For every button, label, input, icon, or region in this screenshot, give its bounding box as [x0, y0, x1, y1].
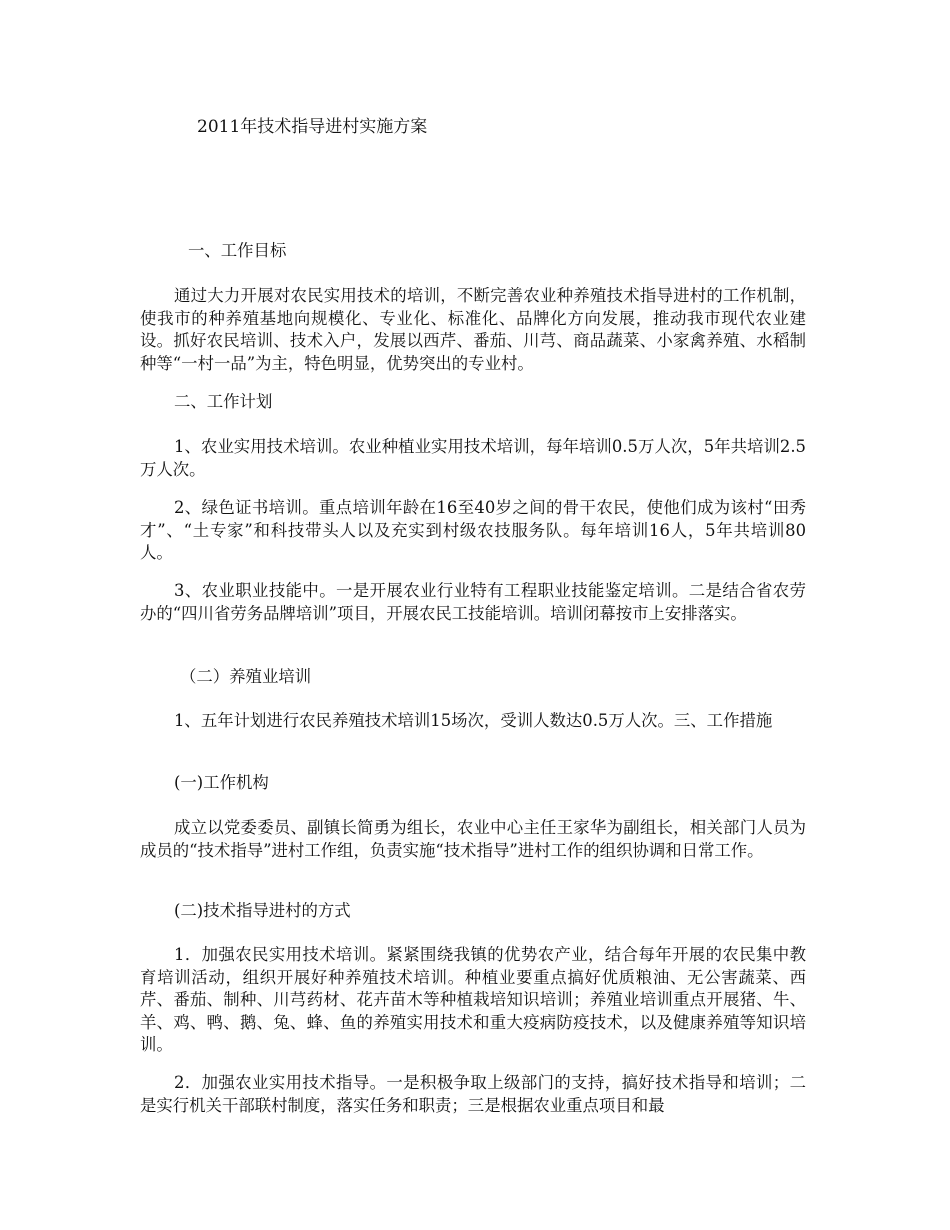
heading-work-plan: 二、工作计划 — [174, 392, 273, 411]
heading-guidance-methods: (二)技术指导进村的方式 — [174, 901, 351, 920]
heading-breeding-training: （二）养殖业培训 — [180, 667, 312, 686]
paragraph-breeding-item-1: 1、五年计划进行农民养殖技术培训15场次，受训人数达0.5万人次。三、工作措施 — [174, 711, 773, 730]
paragraph-work-goals: 通过大力开展对农民实用技术的培训，不断完善农业种养殖技术指导进村的工作机制，使我市的种养殖基地向规模化、专业化、标准化、品牌化方向发展，推动我市现代农业建设。抓好农民培训、技术入户，发展以西芹、番茄、川芎、商品蔬菜、小家禽养殖、水稻制种等“一村一品”为主，特色明显，优势突出的专业村。 — [140, 286, 806, 373]
paragraph-plan-item-1: 1、农业实用技术培训。农业种植业实用技术培训，每年培训0.5万人次，5年共培训2.5万人次。 — [140, 437, 806, 479]
paragraph-work-organization: 成立以党委委员、副镇长简勇为组长，农业中心主任王家华为副组长，相关部门人员为成员的“技术指导”进村工作组，负责实施“技术指导”进村工作的组织协调和日常工作。 — [140, 818, 806, 860]
paragraph-method-1: 1．加强农民实用技术培训。紧紧围绕我镇的优势农产业，结合每年开展的农民集中教育培训活动，组织开展好种养殖技术培训。种植业要重点搞好优质粮油、无公害蔬菜、西芹、番茄、制种、川芎药材、花卉苗木等种植栽培知识培训；养殖业培训重点开展猪、牛、羊、鸡、鸭、鹅、兔、蜂、鱼的养殖实用技术和重大疫病防疫技术，以及健康养殖等知识培训。 — [140, 945, 806, 1055]
document-title: 2011年技术指导进村实施方案 — [197, 117, 428, 137]
heading-work-goals: 一、工作目标 — [188, 241, 287, 260]
paragraph-method-2: 2．加强农业实用技术指导。一是积极争取上级部门的支持，搞好技术指导和培训；二是实行机关干部联村制度，落实任务和职责；三是根据农业重点项目和最 — [140, 1073, 806, 1115]
heading-work-organization: (一)工作机构 — [174, 773, 269, 792]
paragraph-plan-item-3: 3、农业职业技能中。一是开展农业行业特有工程职业技能鉴定培训。二是结合省农劳办的“四川省劳务品牌培训”项目，开展农民工技能培训。培训闭幕按市上安排落实。 — [140, 581, 806, 623]
paragraph-plan-item-2: 2、绿色证书培训。重点培训年龄在16至40岁之间的骨干农民，使他们成为该村“田秀才”、“土专家”和科技带头人以及充实到村级农技服务队。每年培训16人，5年共培训80人。 — [140, 498, 806, 563]
